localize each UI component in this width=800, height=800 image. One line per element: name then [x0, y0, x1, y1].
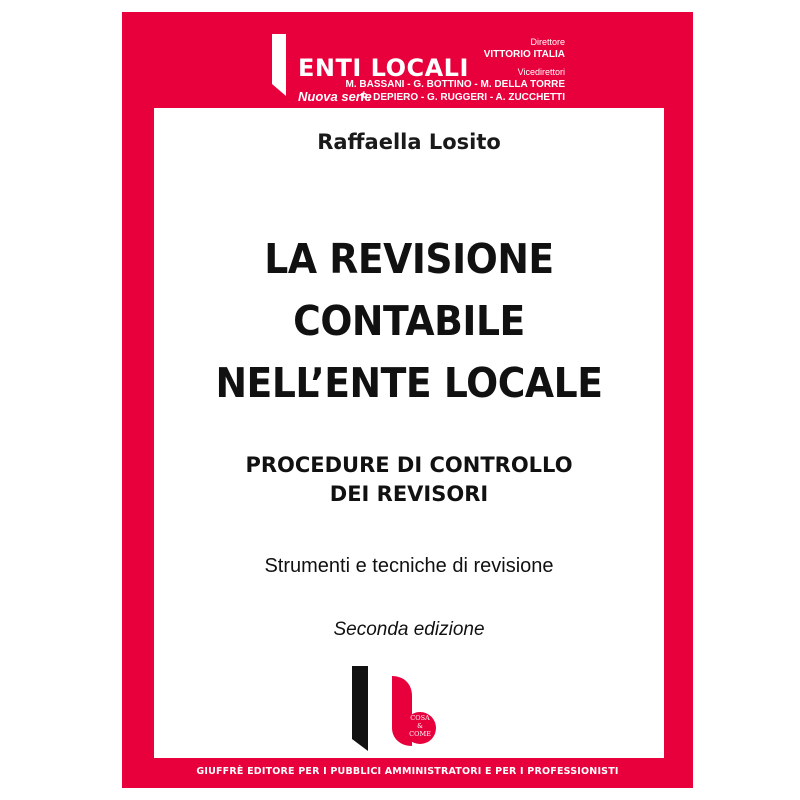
- director-label: Direttore: [530, 37, 565, 47]
- title-line-3: NELL’ENTE LOCALE: [215, 359, 603, 407]
- title-line-2: CONTABILE: [293, 297, 525, 345]
- author-name: Raffaella Losito: [317, 130, 501, 154]
- publisher-line: GIUFFRÈ EDITORE PER I PUBBLICI AMMINISTRATORI E PER I PROFESSIONISTI: [196, 766, 619, 777]
- editorial-board: [346, 37, 565, 104]
- edition-label: Seconda edizione: [333, 619, 485, 640]
- subtitle-line-2: DEI REVISORI: [329, 482, 489, 506]
- title-line-1: LA REVISIONE: [264, 235, 554, 283]
- series-subtitle: Nuova serie: [298, 89, 372, 104]
- book-title: [174, 228, 643, 414]
- series-title: ENTI LOCALI: [298, 54, 469, 82]
- logo-text-2: &: [417, 722, 423, 730]
- logo-text-3: COME: [409, 730, 431, 738]
- series-logo-mark: [272, 34, 286, 96]
- director-name: VITTORIO ITALIA: [483, 49, 565, 60]
- book-subtitle: [154, 451, 664, 509]
- subtitle-line-1: PROCEDURE DI CONTROLLO: [245, 453, 573, 477]
- book-tagline: Strumenti e tecniche di revisione: [264, 555, 554, 577]
- logo-text-1: COSA: [410, 714, 430, 722]
- cosa-come-logo: [352, 666, 462, 751]
- vice-directors-line-1: M. BASSANI - G. BOTTINO - M. DELLA TORRE: [345, 79, 565, 90]
- cover-panel: [154, 108, 664, 758]
- vice-directors-line-2: R. DEPIERO - G. RUGGERI - A. ZUCCHETTI: [360, 92, 565, 103]
- vice-directors-label: Vicedirettori: [517, 67, 565, 77]
